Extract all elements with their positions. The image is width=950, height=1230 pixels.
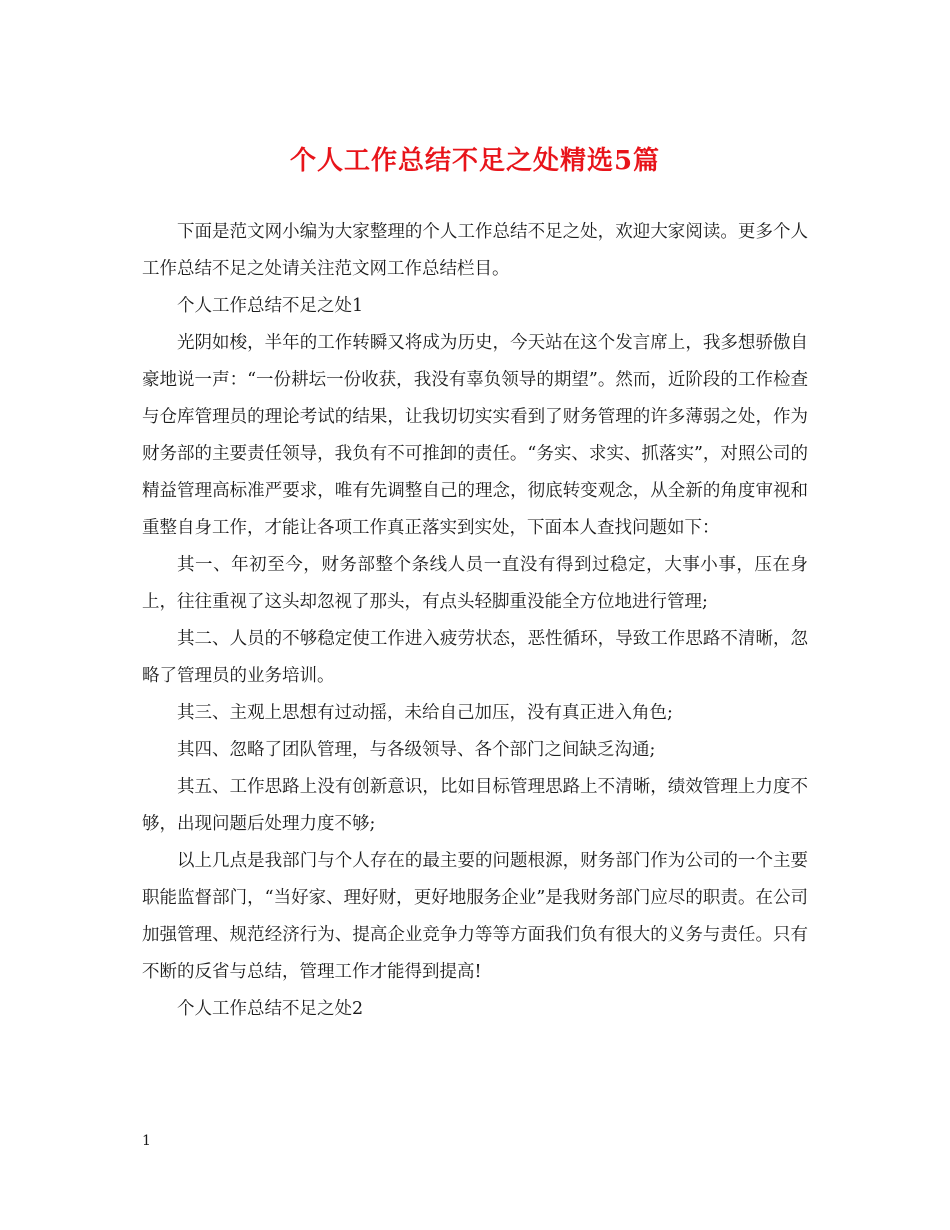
list-item-1: 其一、年初至今，财务部整个条线人员一直没有得到过稳定，大事小事，压在身上，往往重视了这头却忽视了那头，有点头轻脚重没能全方位地进行管理; xyxy=(142,555,808,612)
intro-paragraph: 下面是范文网小编为大家整理的个人工作总结不足之处，欢迎大家阅读。更多个人工作总结不足之处请关注范文网工作总结栏目。 xyxy=(142,222,808,279)
list-item-5: 其五、工作思路上没有创新意识，比如目标管理思路上不清晰，绩效管理上力度不够，出现问题后处理力度不够; xyxy=(142,777,808,834)
section-heading-2: 个人工作总结不足之处2 xyxy=(177,999,364,1019)
document-title: 个人工作总结不足之处精选5篇 xyxy=(289,146,661,176)
page-number: 1 xyxy=(142,1133,151,1149)
body-paragraph: 光阴如梭，半年的工作转瞬又将成为历史，今天站在这个发言席上，我多想骄傲自豪地说一声：“一份耕坛一份收获，我没有辜负领导的期望”。然而，近阶段的工作检查与仓库管理员的理论考试的结果，让我切切实实看到了财务管理的许多薄弱之处，作为财务部的主要责任领导，我负有不可推卸的责任。“务实、求实、抓落实”，对照公司的精益管理高标准严要求，唯有先调整自己的理念，彻底转变观念，从全新的角度审视和重整自身工作，才能让各项工作真正落实到实处，下面本人查找问题如下： xyxy=(142,333,808,538)
conclusion-paragraph: 以上几点是我部门与个人存在的最主要的问题根源，财务部门作为公司的一个主要职能监督部门，“当好家、理好财，更好地服务企业”是我财务部门应尽的职责。在公司加强管理、规范经济行为、提高企业竞争力等等方面我们负有很大的义务与责任。只有不断的反省与总结，管理工作才能得到提高! xyxy=(142,851,808,982)
document-body xyxy=(142,214,808,1028)
list-item-4: 其四、忽略了团队管理，与各级领导、各个部门之间缺乏沟通; xyxy=(177,740,656,760)
section-heading-1: 个人工作总结不足之处1 xyxy=(177,296,364,316)
list-item-3: 其三、主观上思想有过动摇，未给自己加压，没有真正进入角色; xyxy=(177,703,673,723)
list-item-2: 其二、人员的不够稳定使工作进入疲劳状态，恶性循环，导致工作思路不清晰，忽略了管理员的业务培训。 xyxy=(142,629,808,686)
